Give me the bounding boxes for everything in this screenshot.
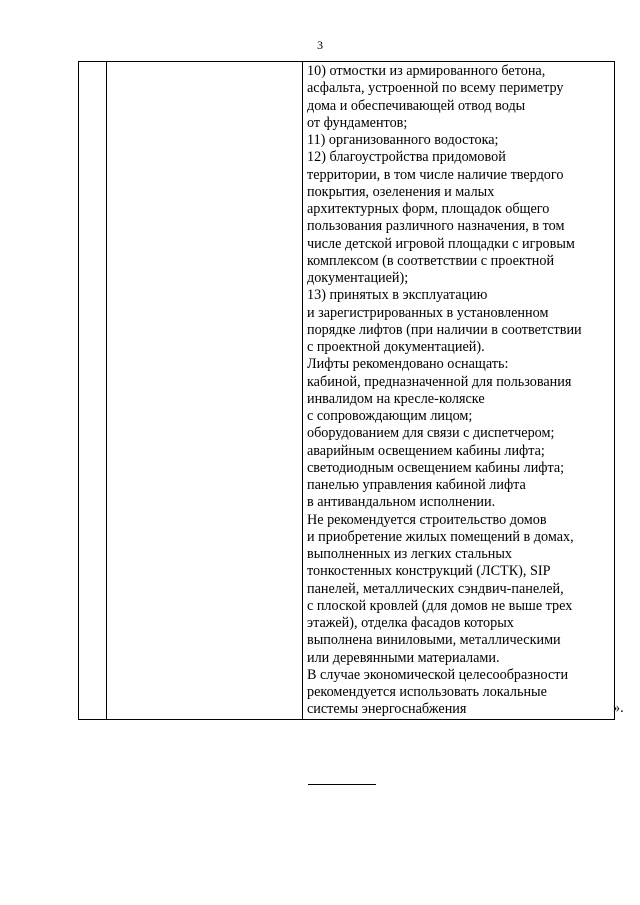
footer-divider	[308, 784, 376, 785]
text-line: панелей, металлических сэндвич-панелей,	[307, 580, 564, 597]
text-line: выполненных из легких стальных	[307, 546, 512, 562]
text-line: 13) принятых в эксплуатацию	[307, 287, 488, 304]
text-line: покрытия, озеленения и малых	[307, 183, 495, 200]
content-table	[78, 61, 615, 720]
text-line: инвалидом на кресле-коляске	[307, 390, 485, 407]
text-line: светодиодным освещением кабины лифта;	[307, 459, 565, 476]
text-line: 10) отмостки из армированного бетона,	[307, 63, 546, 79]
text-line: Лифты рекомендовано оснащать:	[307, 356, 509, 373]
text-line: кабиной, предназначенной для пользования	[307, 373, 572, 390]
text-line: и зарегистрированных в установленном	[307, 304, 549, 321]
text-line: в антивандальном исполнении.	[307, 494, 496, 511]
text-line: комплексом (в соответствии с проектной	[307, 252, 555, 269]
text-line: от фундаментов;	[307, 114, 408, 131]
text-line: панелью управления кабиной лифта	[307, 477, 526, 493]
text-line: аварийным освещением кабины лифта;	[307, 442, 545, 459]
text-line: с плоской кровлей (для домов не выше трех	[307, 597, 573, 614]
text-line: территории, в том числе наличие твердого	[307, 166, 564, 183]
text-line: документацией);	[307, 270, 409, 286]
text-line: Не рекомендуется строительство домов	[307, 511, 547, 528]
text-line: и приобретение жилых помещений в домах,	[307, 528, 574, 545]
text-line: тонкостенных конструкций (ЛСТК), SIP	[307, 563, 551, 580]
text-line: или деревянными материалами.	[307, 649, 500, 666]
text-line: рекомендуется использовать локальные	[307, 684, 547, 700]
text-line: числе детской игровой площадки с игровым	[307, 235, 575, 252]
text-line: дома и обеспечивающей отвод воды	[307, 97, 526, 114]
text-line: 11) организованного водостока;	[307, 132, 499, 148]
text-line: В случае экономической целесообразности	[307, 666, 569, 683]
text-line: с проектной документацией).	[307, 339, 485, 355]
requirements-text	[303, 62, 614, 719]
text-line: архитектурных форм, площадок общего	[307, 201, 550, 217]
text-line: пользования различного назначения, в том	[307, 218, 565, 235]
table-row	[79, 62, 615, 720]
text-line: с сопровождающим лицом;	[307, 408, 473, 424]
text-line: этажей), отделка фасадов которых	[307, 615, 514, 631]
text-line: системы энергоснабжения	[307, 701, 467, 718]
text-line: оборудованием для связи с диспетчером;	[307, 425, 555, 442]
text-line: порядке лифтов (при наличии в соответствии	[307, 321, 582, 338]
text-line: асфальта, устроенной по всему периметру	[307, 80, 564, 97]
table-cell-name	[107, 62, 303, 720]
closing-quote: ».	[613, 700, 624, 716]
table-cell-number	[79, 62, 107, 720]
text-line: выполнена виниловыми, металлическими	[307, 632, 561, 649]
text-line: 12) благоустройства придомовой	[307, 149, 506, 166]
page-number: 3	[317, 38, 323, 52]
table-cell-requirements	[303, 62, 615, 720]
